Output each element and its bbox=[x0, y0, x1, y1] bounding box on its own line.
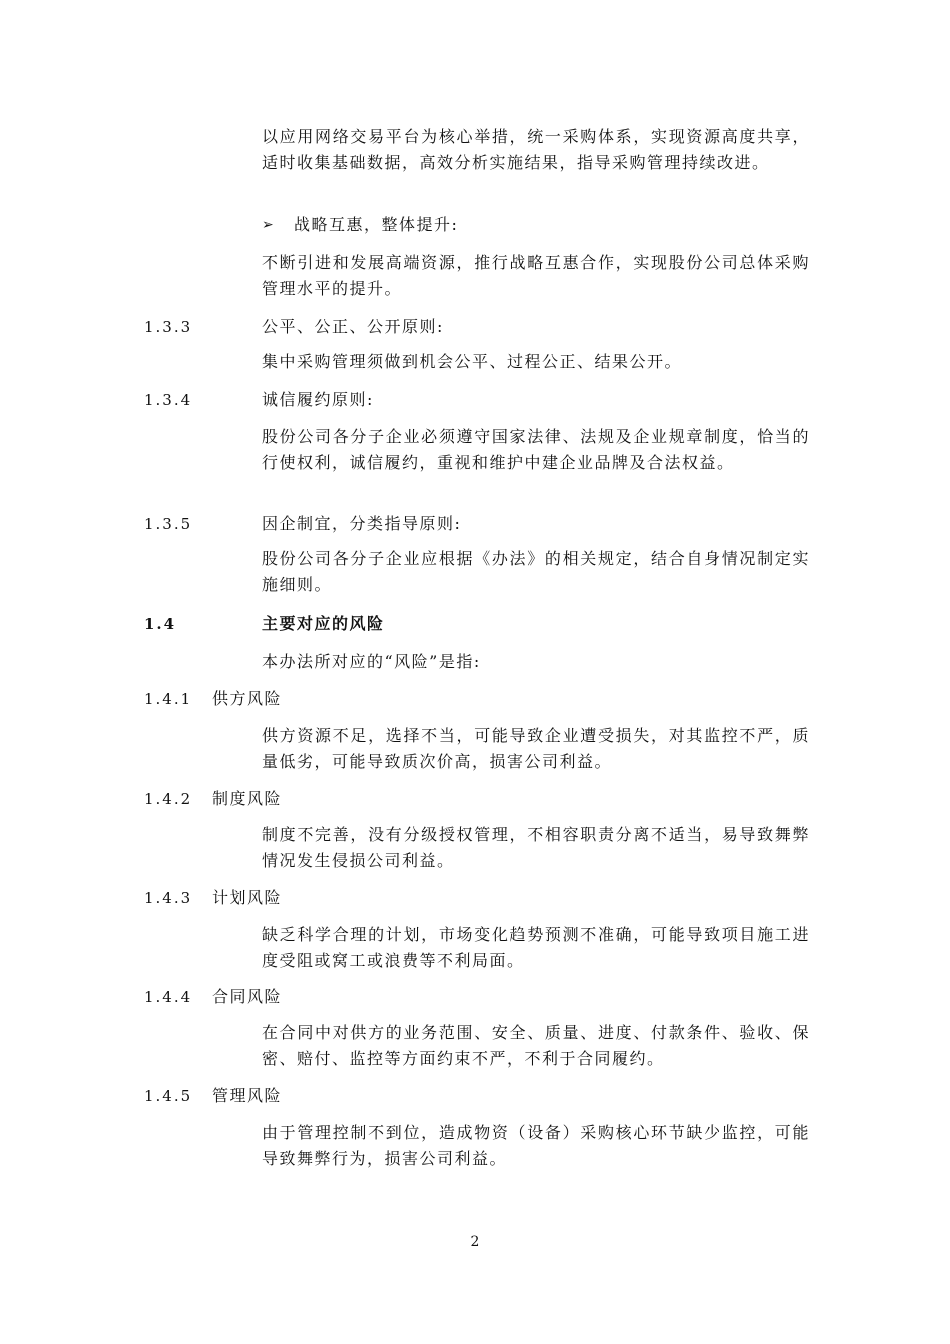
risk-number: 1.4.1 bbox=[144, 690, 193, 708]
risk-number: 1.4.5 bbox=[144, 1087, 193, 1105]
risk-title: 合同风险 bbox=[212, 987, 283, 1006]
risk-title: 管理风险 bbox=[212, 1086, 283, 1105]
risk-text: 制度不完善，没有分级授权管理，不相容职责分离不适当，易导致舞弊情况发生侵损公司利益。 bbox=[262, 825, 810, 870]
principle-title: 因企制宜，分类指导原则: bbox=[262, 514, 462, 533]
principle-title: 公平、公正、公开原则: bbox=[262, 317, 444, 336]
risk-text: 缺乏科学合理的计划，市场变化趋势预测不准确，可能导致项目施工进度受阻或窝工或浪费等不利局面。 bbox=[262, 925, 810, 970]
section-title: 主要对应的风险 bbox=[262, 614, 385, 633]
principle-title: 诚信履约原则: bbox=[262, 390, 374, 409]
risk-title: 供方风险 bbox=[212, 689, 283, 708]
risk-text: 由于管理控制不到位，造成物资（设备）采购核心环节缺少监控，可能导致舞弊行为，损害公司利益。 bbox=[262, 1123, 810, 1168]
principle-number: 1.3.5 bbox=[144, 515, 193, 533]
risk-number: 1.4.4 bbox=[144, 988, 193, 1006]
risk-text: 供方资源不足，选择不当，可能导致企业遭受损失，对其监控不严，质量低劣，可能导致质次价高，损害公司利益。 bbox=[262, 726, 810, 771]
risk-title: 制度风险 bbox=[212, 789, 283, 808]
principle-number: 1.3.4 bbox=[144, 391, 193, 409]
risk-text: 在合同中对供方的业务范围、安全、质量、进度、付款条件、验收、保密、赔付、监控等方面约束不严，不利于合同履约。 bbox=[262, 1023, 810, 1068]
risk-number: 1.4.3 bbox=[144, 889, 193, 907]
intro-paragraph: 以应用网络交易平台为核心举措，统一采购体系，实现资源高度共享，适时收集基础数据，高效分析实施结果，指导采购管理持续改进。 bbox=[262, 127, 810, 172]
principle-text: 集中采购管理须做到机会公平、过程公正、结果公开。 bbox=[262, 352, 683, 371]
risk-title: 计划风险 bbox=[212, 888, 283, 907]
arrow-bullet-icon: ➢ bbox=[262, 217, 274, 233]
bullet-paragraph: 不断引进和发展高端资源，推行战略互惠合作，实现股份公司总体采购管理水平的提升。 bbox=[262, 253, 810, 298]
bullet-label: 战略互惠，整体提升: bbox=[294, 215, 459, 234]
principle-number: 1.3.3 bbox=[144, 318, 193, 336]
section-number: 1.4 bbox=[144, 615, 177, 633]
principle-text: 股份公司各分子企业应根据《办法》的相关规定，结合自身情况制定实施细则。 bbox=[262, 549, 810, 594]
risk-number: 1.4.2 bbox=[144, 790, 193, 808]
section-intro: 本办法所对应的“风险”是指: bbox=[262, 652, 481, 671]
principle-text: 股份公司各分子企业必须遵守国家法律、法规及企业规章制度，恰当的行使权利，诚信履约，重视和维护中建企业品牌及合法权益。 bbox=[262, 427, 810, 472]
page-number: 2 bbox=[470, 1234, 480, 1250]
